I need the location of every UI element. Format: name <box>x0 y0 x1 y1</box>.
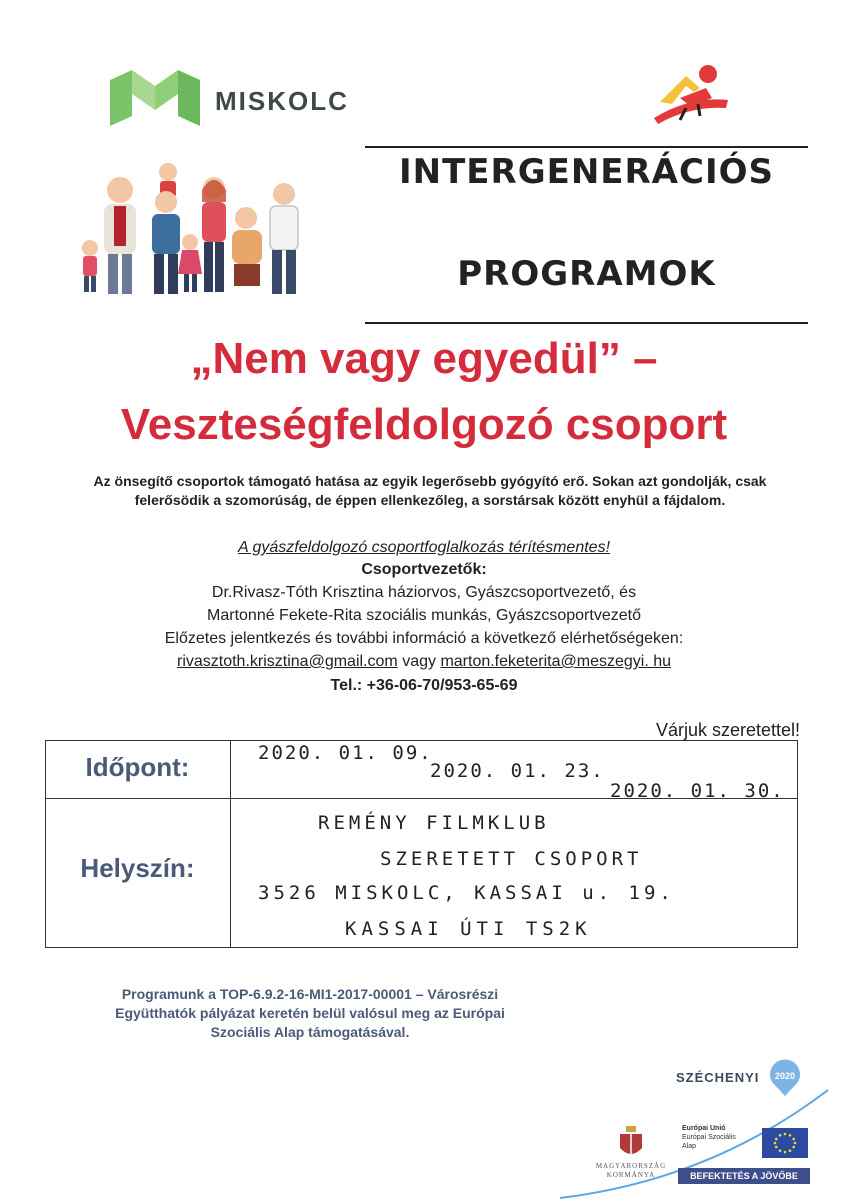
email-link-2[interactable]: marton.feketerita@meszegyi. hu <box>440 653 671 670</box>
place-line: SZERETETT CSOPORT <box>380 848 643 870</box>
eu-line: Európai Szociális <box>682 1134 736 1141</box>
date-entry: 2020. 01. 23. <box>430 760 605 782</box>
hungarian-crest-icon <box>618 1126 644 1162</box>
main-heading-line1: „Nem vagy egyedül” – <box>190 334 658 383</box>
intro-paragraph: Az önsegítő csoportok támogató hatása az egyik legerősebb gyógyító erő. Sokan azt gondolják, csak felerősödik a szomorúság, de éppen ellenkezőleg, a sorstársak között enyhül a fájdalom. <box>93 473 767 508</box>
place-label: Helyszín: <box>80 853 195 883</box>
free-note: A gyászfeldolgozó csoportfoglalkozás térítésmentes! <box>237 539 611 556</box>
preregistration-text: Előzetes jelentkezés és további információ a következő elérhetőségeken: <box>164 630 684 647</box>
family-illustration-icon <box>70 150 310 300</box>
szechenyi-2020-badge-icon <box>768 1058 802 1096</box>
main-heading-line2: Veszteségfeldolgozó csoport <box>120 400 728 449</box>
eu-flag-icon <box>762 1128 808 1158</box>
eu-label <box>682 1124 736 1151</box>
contact-joiner: vagy <box>402 653 436 670</box>
funding-line: Programunk a TOP-6.9.2-16-MI1-2017-00001 – Városrészi <box>121 986 499 1002</box>
program-title-line2: PROGRAMOK <box>457 254 716 294</box>
eu-line: Alap <box>682 1143 697 1150</box>
contact-line <box>0 652 848 672</box>
gov-line: KORMÁNYA <box>606 1171 656 1179</box>
leaders-heading: Csoportvezetők: <box>361 561 487 578</box>
place-line: REMÉNY FILMKLUB <box>318 812 550 834</box>
eu-line: Európai Unió <box>682 1125 726 1132</box>
email-link-1[interactable]: rivasztoth.krisztina@gmail.com <box>176 653 398 670</box>
phone-number: Tel.: +36-06-70/953-65-69 <box>330 677 518 694</box>
table-column-divider <box>230 740 231 948</box>
place-line: 3526 MISKOLC, KASSAI u. 19. <box>258 882 675 904</box>
time-label: Időpont: <box>85 752 190 782</box>
logo-text: MISKOLC <box>215 86 349 116</box>
title-top-rule <box>365 146 808 148</box>
skier-icon <box>650 62 730 128</box>
szechenyi-year: 2020 <box>774 1071 796 1081</box>
leader-1: Dr.Rivasz-Tóth Krisztina háziorvos, Gyászcsoportvezető, és <box>211 584 637 601</box>
invest-in-future-banner: BEFEKTETÉS A JÖVŐBE <box>678 1168 810 1184</box>
place-line: KASSAI ÚTI TS2K <box>345 918 592 940</box>
title-bottom-rule <box>365 322 808 324</box>
date-entry: 2020. 01. 30. <box>610 780 785 802</box>
leader-2: Martonné Fekete-Rita szociális munkás, Gyászcsoportvezető <box>207 607 641 624</box>
welcome-text: Várjuk szeretettel! <box>655 720 800 740</box>
government-label <box>594 1162 668 1180</box>
miskolc-logo-icon <box>110 70 200 126</box>
program-title-line1: INTERGENERÁCIÓS <box>398 152 774 192</box>
gov-line: MAGYARORSZÁG <box>595 1162 667 1170</box>
funding-line: Szociális Alap támogatásával. <box>210 1024 410 1040</box>
szechenyi-label: SZÉCHENYI <box>676 1070 760 1085</box>
date-entry: 2020. 01. 09. <box>258 742 433 764</box>
funding-note <box>60 985 560 1042</box>
funding-line: Együtthatók pályázat keretén belül valósul meg az Európai <box>115 1005 505 1021</box>
